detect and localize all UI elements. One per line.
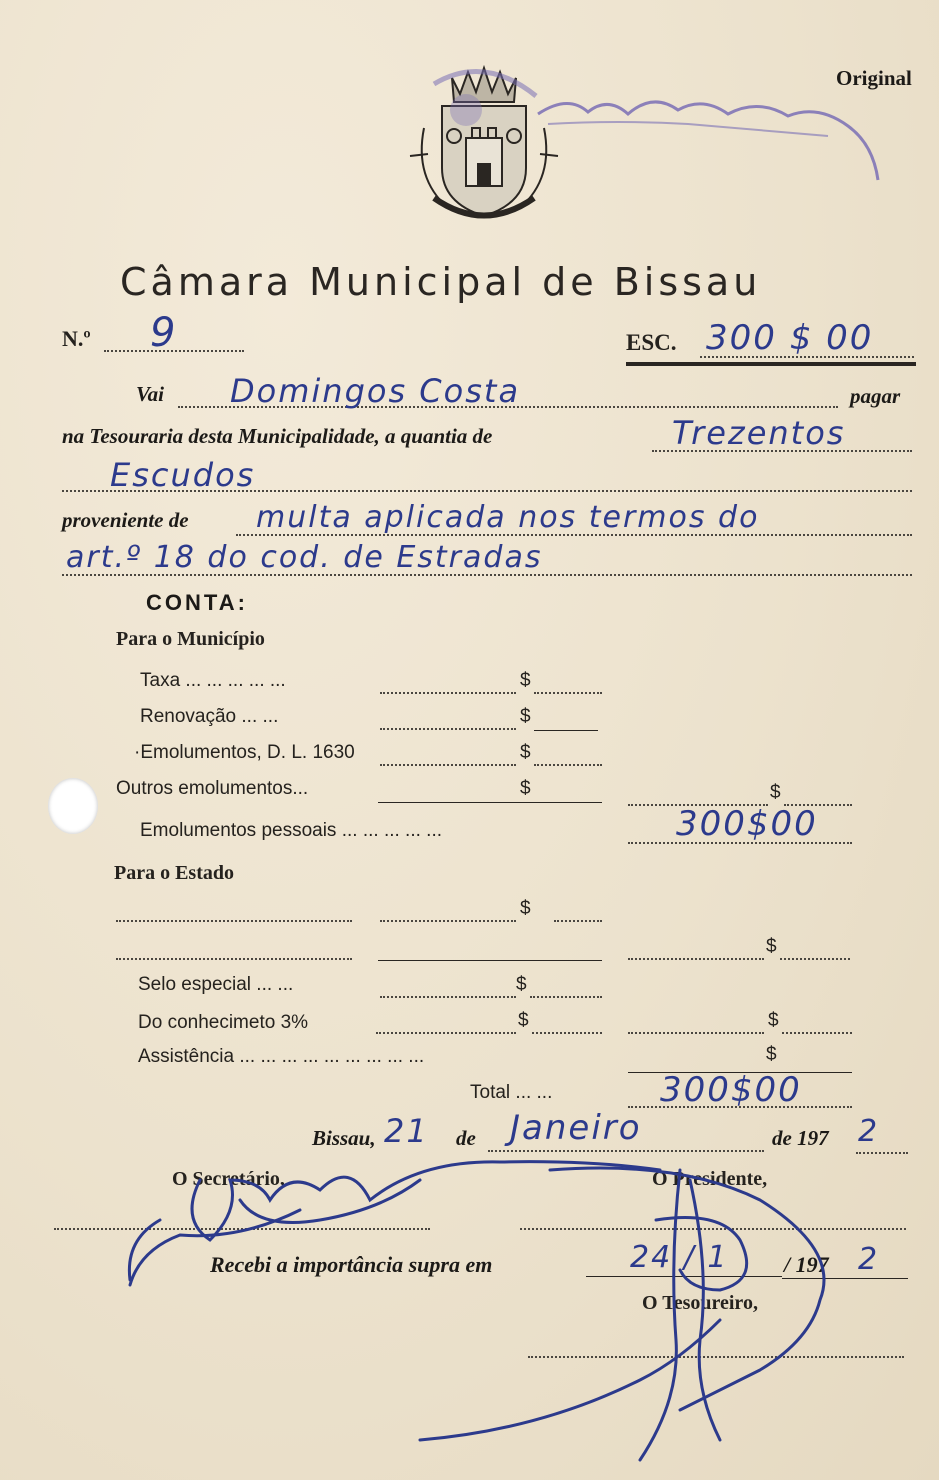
date-day: 21 bbox=[384, 1112, 429, 1150]
date-place: Bissau, bbox=[312, 1126, 376, 1150]
outros-dollar: $ bbox=[520, 778, 531, 799]
conhecimento-label: Do conhecimeto 3% bbox=[138, 1012, 309, 1033]
emolumentos-line bbox=[380, 764, 516, 766]
treasury-text: na Tesouraria desta Municipalidade, a quantia de bbox=[62, 424, 493, 448]
pessoais-label: Emolumentos pessoais ... ... ... ... ... bbox=[140, 820, 443, 841]
taxa-line bbox=[380, 692, 516, 694]
signature-scribbles bbox=[120, 1140, 860, 1470]
taxa-label: Taxa ... ... ... ... ... bbox=[140, 670, 286, 691]
conhecimento-line bbox=[376, 1032, 516, 1034]
recebi-date: 24 / 1 bbox=[630, 1240, 729, 1275]
receipt-number: 9 bbox=[150, 310, 178, 356]
reason-2: art.º 18 do cod. de Estradas bbox=[66, 540, 543, 575]
number-label: N.º bbox=[62, 326, 91, 351]
amount-words-1: Trezentos bbox=[672, 414, 846, 452]
vai-label: Vai bbox=[136, 382, 165, 406]
renovacao-line bbox=[380, 728, 516, 730]
pagar-label: pagar bbox=[850, 384, 901, 408]
header-rule bbox=[626, 362, 916, 366]
emolumentos-cents-line bbox=[534, 764, 602, 766]
pessoais-value: 300$00 bbox=[676, 804, 818, 844]
conhecimento-right-cents-line bbox=[782, 1032, 852, 1034]
date-month: Janeiro bbox=[510, 1108, 642, 1148]
estado-row1-dollar: $ bbox=[520, 898, 531, 919]
date-year-digit: 2 bbox=[858, 1114, 880, 1149]
selo-dollar: $ bbox=[516, 974, 527, 995]
total-value: 300$00 bbox=[660, 1070, 802, 1110]
taxa-cents-line bbox=[534, 692, 602, 694]
amount-words-2: Escudos bbox=[110, 456, 256, 494]
punch-hole bbox=[48, 778, 98, 834]
municipio-heading: Para o Município bbox=[116, 628, 265, 650]
renovacao-cents-line bbox=[534, 730, 598, 731]
taxa-dollar: $ bbox=[520, 670, 531, 691]
emolumentos-label: ·Emolumentos, D. L. 1630 bbox=[134, 742, 355, 763]
conhecimento-right-dollar: $ bbox=[768, 1010, 779, 1031]
estado-row1-label-line bbox=[116, 920, 352, 922]
payer-name: Domingos Costa bbox=[230, 372, 521, 410]
outros-label: Outros emolumentos... bbox=[116, 778, 309, 799]
date-de1: de bbox=[456, 1126, 476, 1150]
conhecimento-cents-line bbox=[532, 1032, 602, 1034]
estado-heading: Para o Estado bbox=[114, 862, 234, 884]
recebi-year-digit: 2 bbox=[858, 1242, 880, 1277]
recebi-text: Recebi a importância supra em bbox=[210, 1252, 493, 1277]
conhecimento-right-line bbox=[628, 1032, 764, 1034]
selo-cents-line bbox=[530, 996, 602, 998]
total-label: Total ... ... bbox=[470, 1082, 553, 1103]
estado-row1-line bbox=[380, 920, 516, 922]
outros-right-dollar: $ bbox=[770, 782, 781, 803]
recebi-year-prefix: / 197 bbox=[784, 1252, 829, 1277]
conta-heading: CONTA: bbox=[146, 590, 248, 615]
renovacao-label: Renovação ... ... bbox=[140, 706, 279, 727]
renovacao-dollar: $ bbox=[520, 706, 531, 727]
estado-row2-right-line bbox=[628, 958, 764, 960]
selo-line bbox=[380, 996, 516, 998]
estado-row1-cents-line bbox=[554, 920, 602, 922]
outros-line bbox=[378, 802, 602, 803]
assistencia-label: Assistência ... ... ... ... ... ... ... ... ... bbox=[138, 1046, 425, 1067]
estado-row2-dollar: $ bbox=[766, 936, 777, 957]
violet-stamp-signature bbox=[528, 84, 898, 194]
date-de2: de 197 bbox=[772, 1126, 829, 1150]
presidente-label: O Presidente, bbox=[652, 1168, 768, 1190]
year-line bbox=[856, 1152, 908, 1154]
tesoureiro-label: O Tesoureiro, bbox=[642, 1292, 758, 1314]
proveniente-label: proveniente de bbox=[62, 508, 189, 532]
emolumentos-dollar: $ bbox=[520, 742, 531, 763]
original-label: Original bbox=[836, 66, 912, 90]
receipt-amount: 300 $ 00 bbox=[706, 318, 874, 358]
estado-row2-line bbox=[378, 960, 602, 961]
document-title: Câmara Municipal de Bissau bbox=[120, 260, 762, 304]
estado-row2-cents-line bbox=[780, 958, 850, 960]
selo-label: Selo especial ... ... bbox=[138, 974, 294, 995]
reason-1: multa aplicada nos termos do bbox=[256, 500, 760, 535]
assistencia-dollar: $ bbox=[766, 1044, 777, 1065]
currency-label: ESC. bbox=[626, 330, 677, 355]
conhecimento-dollar: $ bbox=[518, 1010, 529, 1031]
estado-row2-label-line bbox=[116, 958, 352, 960]
secretario-label: O Secretário, bbox=[172, 1168, 285, 1190]
